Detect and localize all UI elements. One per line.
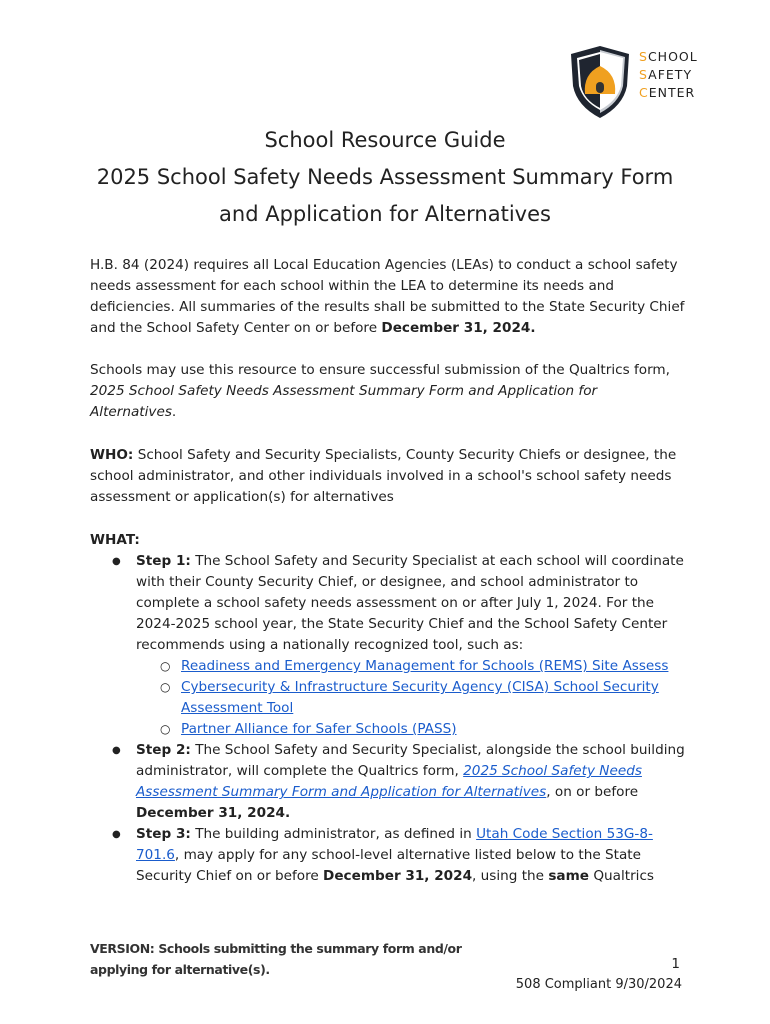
- title-line: School Resource Guide: [264, 128, 506, 152]
- shield-beehive-icon: [567, 44, 633, 120]
- what-section: [90, 530, 685, 887]
- step-3: ● Step 3: The building administrator, as defined in Utah Code Section 53G-8-701.6, may apply for any school-level alternative listed below to the State Security Chief on or before December 31, 2024, using the same Qualtrics: [90, 824, 685, 887]
- step-1: ● Step 1: The School Safety and Security Specialist at each school will coordinate with their County Security Chief, or designee, and school administrator to complete a school safety needs assessment on or after July 1, 2024. For the 2024-2025 school year, the State Security Chief and the School Safety Center recommends using a nationally recognized tool, such as:: [90, 551, 685, 656]
- title-line: 2025 School Safety Needs Assessment Summary Form: [96, 165, 674, 189]
- list-item: [90, 719, 685, 740]
- who-paragraph: WHO: School Safety and Security Specialists, County Security Chiefs or designee, the school administrator, and other individuals involved in a school's school safety needs assessment or application(s) for alternatives: [90, 447, 677, 505]
- utah-code-link[interactable]: Utah Code Section 53G-8-701.6: [136, 826, 653, 863]
- version-footer: VERSION: Schools submitting the summary form and/or applying for alternative(s).: [90, 941, 462, 977]
- list-item: [90, 656, 685, 677]
- step-2: ● Step 2: The School Safety and Security Specialist, alongside the school building administrator, will complete the Qualtrics form, 2025 School Safety Needs Assessment Summary Form and Application for Alternatives, on or before December 31, 2024.: [90, 740, 685, 824]
- rems-link[interactable]: Readiness and Emergency Management for Schools (REMS) Site Assess: [181, 658, 669, 674]
- logo-wordmark: SCHOOL SAFETY CENTER: [639, 49, 698, 100]
- page-number: 1: [671, 956, 680, 972]
- intro-paragraph: H.B. 84 (2024) requires all Local Education Agencies (LEAs) to conduct a school safety needs assessment for each school within the LEA to determine its needs and deficiencies. All summaries of the results shall be submitted to the State Security Chief and the School Safety Center on or before December 31, 2024.: [90, 257, 685, 336]
- compliance-note: 508 Compliant 9/30/2024: [515, 977, 682, 992]
- usage-paragraph: Schools may use this resource to ensure successful submission of the Qualtrics form, 2025 School Safety Needs Assessment Summary Form and Application for Alternatives.: [90, 362, 670, 420]
- pass-link[interactable]: Partner Alliance for Safer Schools (PASS): [181, 721, 457, 737]
- cisa-link[interactable]: Cybersecurity & Infrastructure Security Agency (CISA) School Security Assessment Tool: [181, 679, 659, 716]
- list-item: [90, 677, 685, 719]
- qualtrics-form-link[interactable]: 2025 School Safety Needs Assessment Summary Form and Application for Alternatives: [136, 763, 642, 800]
- title-line: and Application for Alternatives: [219, 202, 551, 226]
- school-safety-center-logo: [567, 44, 698, 120]
- what-heading: WHAT:: [90, 532, 140, 548]
- document-title: [60, 122, 710, 233]
